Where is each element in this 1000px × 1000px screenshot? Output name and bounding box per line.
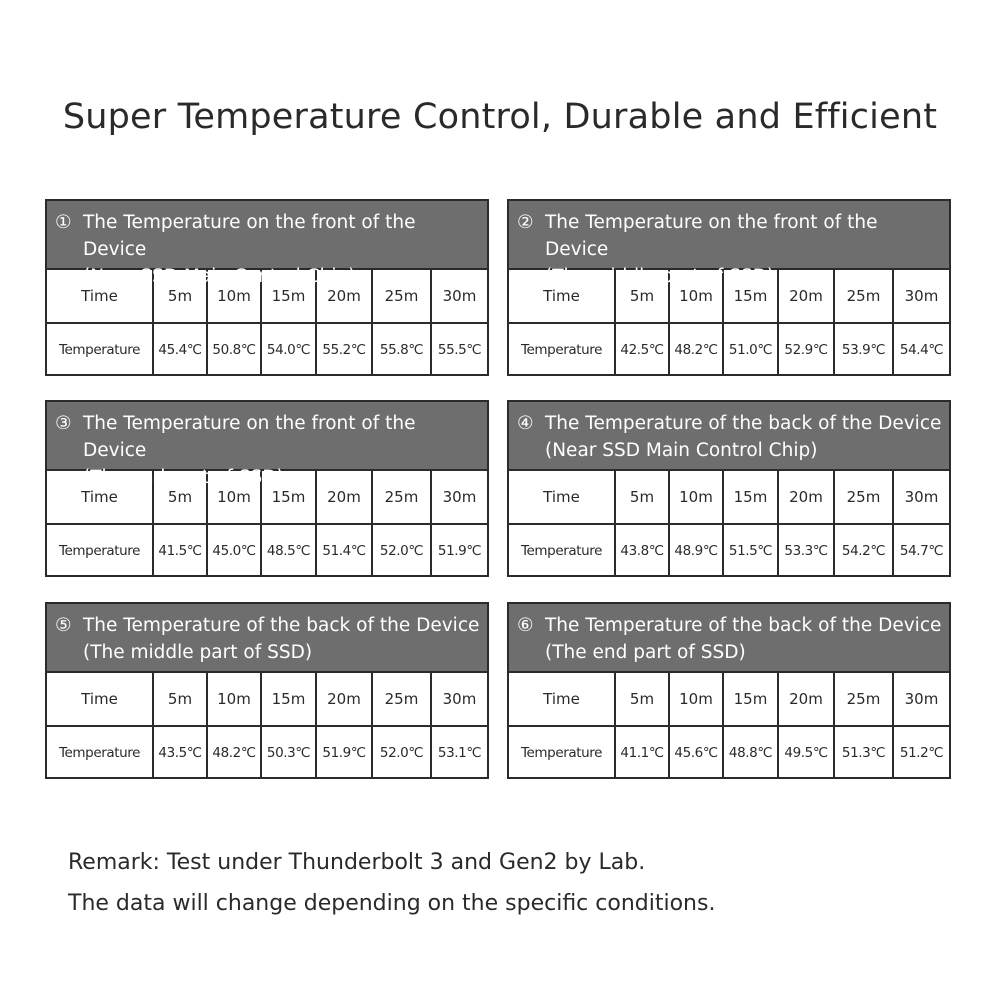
time-cell: 20m	[316, 672, 372, 726]
time-cell: 10m	[669, 269, 723, 323]
temperature-card-5	[45, 602, 489, 779]
temperature-cell: 55.8℃	[372, 323, 431, 376]
time-label: Time	[509, 269, 615, 323]
card-header	[509, 604, 949, 671]
time-cell: 20m	[316, 269, 372, 323]
temperature-row	[47, 323, 487, 376]
temperature-cell: 52.9℃	[778, 323, 834, 376]
temperature-cell: 55.2℃	[316, 323, 372, 376]
temperature-cell: 43.5℃	[153, 726, 207, 779]
temperature-cell: 50.8℃	[207, 323, 261, 376]
time-cell: 15m	[723, 470, 778, 524]
temperature-table	[47, 671, 487, 779]
time-cell: 10m	[207, 470, 261, 524]
temperature-cell: 45.6℃	[669, 726, 723, 779]
temperature-label: Temperature	[509, 323, 615, 376]
time-label: Time	[509, 672, 615, 726]
time-cell: 5m	[153, 470, 207, 524]
temperature-table	[509, 671, 949, 779]
card-title: The Temperature of the back of the Device (Near SSD Main Control Chip)	[545, 413, 942, 461]
remarks	[68, 842, 715, 924]
temperature-label: Temperature	[47, 726, 153, 779]
temperature-card-3	[45, 400, 489, 577]
temperature-label: Temperature	[509, 726, 615, 779]
time-cell: 15m	[723, 672, 778, 726]
time-cell: 20m	[778, 672, 834, 726]
temperature-card-6	[507, 602, 951, 779]
time-cell: 10m	[669, 672, 723, 726]
time-cell: 15m	[261, 672, 316, 726]
card-title: The Temperature on the front of the Device (The end part of SSD)	[83, 413, 416, 488]
temperature-cell: 48.9℃	[669, 524, 723, 577]
time-cell: 20m	[778, 269, 834, 323]
temperature-cell: 51.4℃	[316, 524, 372, 577]
time-row	[509, 672, 949, 726]
temperature-cell: 51.2℃	[893, 726, 949, 779]
time-cell: 30m	[893, 470, 949, 524]
time-cell: 30m	[893, 672, 949, 726]
time-cell: 10m	[669, 470, 723, 524]
temperature-cell: 45.4℃	[153, 323, 207, 376]
time-cell: 5m	[615, 672, 669, 726]
time-cell: 20m	[316, 470, 372, 524]
temperature-cell: 54.2℃	[834, 524, 893, 577]
temperature-cell: 51.9℃	[316, 726, 372, 779]
time-cell: 5m	[615, 470, 669, 524]
temperature-card-1	[45, 199, 489, 376]
card-header	[47, 201, 487, 287]
temperature-cell: 50.3℃	[261, 726, 316, 779]
temperature-cell: 52.0℃	[372, 524, 431, 577]
time-cell: 25m	[834, 470, 893, 524]
time-label: Time	[47, 672, 153, 726]
card-number: ④	[517, 413, 534, 434]
card-number: ⑥	[517, 615, 534, 636]
temperature-cell: 53.9℃	[834, 323, 893, 376]
time-cell: 25m	[372, 672, 431, 726]
temperature-cell: 51.3℃	[834, 726, 893, 779]
temperature-row	[47, 524, 487, 577]
temperature-row	[509, 524, 949, 577]
temperature-label: Temperature	[47, 323, 153, 376]
time-cell: 10m	[207, 269, 261, 323]
temperature-cell: 54.0℃	[261, 323, 316, 376]
time-cell: 15m	[261, 470, 316, 524]
temperature-cell: 55.5℃	[431, 323, 487, 376]
time-cell: 5m	[153, 672, 207, 726]
remark-line: The data will change depending on the specific conditions.	[68, 891, 716, 916]
temperature-table	[509, 469, 949, 577]
temperature-cell: 52.0℃	[372, 726, 431, 779]
time-cell: 25m	[834, 269, 893, 323]
time-label: Time	[509, 470, 615, 524]
time-cell: 30m	[431, 672, 487, 726]
card-number: ①	[55, 212, 72, 233]
temperature-label: Temperature	[47, 524, 153, 577]
time-cell: 15m	[261, 269, 316, 323]
temperature-card-2	[507, 199, 951, 376]
temperature-row	[47, 726, 487, 779]
card-title: The Temperature on the front of the Device (Near SSD Main Control Chip)	[83, 212, 416, 287]
time-cell: 5m	[615, 269, 669, 323]
time-cell: 5m	[153, 269, 207, 323]
time-cell: 30m	[431, 269, 487, 323]
time-cell: 25m	[372, 269, 431, 323]
temperature-cell: 48.8℃	[723, 726, 778, 779]
card-header	[47, 402, 487, 488]
temperature-cell: 48.2℃	[669, 323, 723, 376]
time-row	[47, 672, 487, 726]
card-header	[509, 201, 949, 287]
temperature-cell: 53.3℃	[778, 524, 834, 577]
temperature-cell: 51.0℃	[723, 323, 778, 376]
temperature-cell: 48.2℃	[207, 726, 261, 779]
temperature-cell: 51.9℃	[431, 524, 487, 577]
temperature-cell: 43.8℃	[615, 524, 669, 577]
temperature-cell: 49.5℃	[778, 726, 834, 779]
time-label: Time	[47, 269, 153, 323]
time-cell: 30m	[893, 269, 949, 323]
time-cell: 15m	[723, 269, 778, 323]
temperature-cell: 42.5℃	[615, 323, 669, 376]
remark-line: Remark: Test under Thunderbolt 3 and Gen2 by Lab.	[68, 850, 646, 875]
temperature-row	[509, 323, 949, 376]
temperature-label: Temperature	[509, 524, 615, 577]
card-title: The Temperature of the back of the Device (The end part of SSD)	[545, 615, 942, 663]
time-cell: 20m	[778, 470, 834, 524]
card-header	[509, 402, 949, 469]
card-number: ③	[55, 413, 72, 434]
temperature-cell: 48.5℃	[261, 524, 316, 577]
card-number: ⑤	[55, 615, 72, 636]
temperature-cell: 41.1℃	[615, 726, 669, 779]
card-header	[47, 604, 487, 671]
time-label: Time	[47, 470, 153, 524]
temperature-cell: 54.4℃	[893, 323, 949, 376]
temperature-card-4	[507, 400, 951, 577]
time-row	[509, 470, 949, 524]
time-cell: 30m	[431, 470, 487, 524]
temperature-cell: 45.0℃	[207, 524, 261, 577]
temperature-cell: 54.7℃	[893, 524, 949, 577]
page-title: Super Temperature Control, Durable and Efficient	[62, 97, 938, 137]
card-title: The Temperature of the back of the Device (The middle part of SSD)	[83, 615, 480, 663]
temperature-cell: 53.1℃	[431, 726, 487, 779]
card-title: The Temperature on the front of the Device (The middle part of SSD)	[545, 212, 878, 287]
temperature-cell: 41.5℃	[153, 524, 207, 577]
time-cell: 25m	[834, 672, 893, 726]
card-number: ②	[517, 212, 534, 233]
time-cell: 10m	[207, 672, 261, 726]
temperature-row	[509, 726, 949, 779]
temperature-cell: 51.5℃	[723, 524, 778, 577]
time-cell: 25m	[372, 470, 431, 524]
